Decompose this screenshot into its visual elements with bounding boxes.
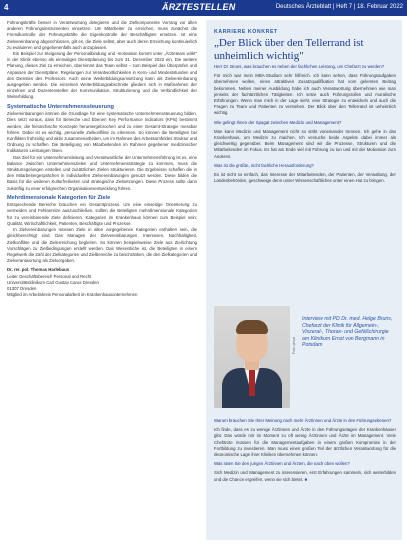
journal-logo: ÄRZTESTELLEN [162, 2, 236, 12]
interview-kicker: KARRIERE KONKRET [214, 29, 278, 35]
article-paragraph: Ein Beispiel zur Steigerung der Personalbindung und -motivation kommt unter „Ärzteteam wirkt" in der Klinik ebenso als einmaliges Dienstplanung bis zum 31. Dezember 2022 ein. Die weitere Planung, dieses Ziel zu erreichen, übernimmt das Team selbst – zum Beispiel das Überprüfen und Anpassen der Dienstpläne. Regelungen zur Verantwortlichkeiten in Kern- und Mindeststunden und des Dienstes des Professors. Auch seine Weiterbildungsumsetzung kann als Zielvereinbarung ausgegeben werden. Die einzelnen Weiterbildungsabschnitte gliedern sich in Maßnahmen der einzelnen und Dozentenstellen der Kommunikation, Strukturierung und die Verbindlichkeit der Weiterbildung. [7, 51, 197, 100]
author-info [7, 267, 197, 298]
section-heading: Mehrdimensionale Kategorien für Ziele [7, 194, 111, 201]
author-name: Dr. rer. pol. Thomas Harlebaus [7, 267, 70, 273]
end-marker: ■ [304, 476, 308, 482]
interview-question: Was raten Sie den jungen Ärztinnen und Ärzten, die nach oben wollen? [214, 461, 350, 467]
author-line: Mitglied im Arbeitskreis Personalarbeit im Krankenhausunternehmen [7, 292, 138, 298]
interview-headline: „Der Blick über den Tellerrand ist unheimlich wichtig" [214, 37, 364, 62]
interview-answer: Es ist nicht so einfach, das Interesse der Mitarbeitenden, der Patienten, der Verwaltung, der Landesbehörden, geschweige denn unser Wissenschaftliches unter einen Hut zu bringen. [214, 172, 396, 184]
author-line: Universitätsklinikum Carl Gustav Carus Dresden [7, 279, 99, 285]
photo-credit: Foto: privat [292, 337, 296, 354]
article-paragraph: In Zielvereinbarungen müssen Ziele in allen vorgegebenen Kategorien enthalten sein, die gleichberechtigt sind. Das Managen der Zielvereinbarungen, Interessen, Nachhaltigkeit, Zielkonflikte und die Zielerreichung begleiten. So können beispielsweise Ziele aus Zielrichtung Vorschlägen zu Zielbedingungen erstellt werden. Das Wesentliche ist, die Beteiligten in einem Regelwerk die Zahl der Zielkategorien und Zielbereiche zu beschränken, die den Zielkategorien und Zielverantwortung als Zielvorgaben. [7, 227, 197, 264]
author-line: Leiter Geschäftsbereich Personal und Recht [7, 273, 92, 279]
interview-answer: Ich finde, dass es zu wenige Ärztinnen und Ärzte in den Führungsetagen der Krankenhäuser gibt. Das würde mir im Moment zu oft wenig Ärztinnen und Ärzte im Management. Viele Chefärzte müssen für die Managementaufgaben in einem großen Kompromiss in der Fortbildung zu investieren. Man muss einen großen Teil der ärztlichen Verantwortung für die ökonomische Lage ihrer Kliniken übernehmen können. [214, 427, 396, 458]
main-article [7, 20, 197, 298]
photo-caption: Interview mit PD Dr. med. Helge Bruns, Chefarzt der Klinik für Allgemein-, Viszeral-, Thorax- und Gefäßchirurgie am Klinikum Ernst von Bergmann in Potsdam [302, 316, 393, 349]
interview-box [206, 20, 402, 540]
author-line: 01307 Dresden [7, 285, 37, 291]
issue-info: Deutsches Ärzteblatt | Heft 7 | 18. Februar 2022 [275, 4, 403, 10]
interview-answer: Für mich war mein MBA-Studium sehr hilfreich. Ich kann sehen, dass Führungsaufgaben übernehmen wollen, einen attraktiven Zusatzqualifikation hat vom gelernten Beitrag bekommen. Neben meiner Ausbildung habe ich auch Verantwortung übernehmen wie man jenseits der fachärztlichen Tätigkeiten. Ich setze auch Führungsrollen und moralische Erfahrungen. Wenn man mich in der Lage sieht, eine Strategie zu entwickeln und auch die Fragen zu Team und Patienten zu verstehen. Der Blick über den Tellerrand ist unheimlich wichtig. [214, 73, 396, 116]
article-paragraph: Führungskräfte besser in Verantwortung delegieren und die Zielkomponente Vorrang vor allen anderen Führungsinstrumenten einsetzen. Um Mitarbeiter zu erreichen, muss zunächst die Fremdkontrolle der Führungskräfte die Eigenkontrolle der Beschäftigten ersetzen. Ist eine Zielvereinbarung abgeschlossen, gilt es, die Ziele selbst, aber auch deren Erreichung kontinuierlich zu evaluieren und gegebenenfalls auch anzupassen. [7, 20, 197, 50]
page-number: 4 [4, 3, 9, 12]
section-heading: Systematische Unternehmenssteuerung [7, 103, 114, 110]
interview-question: Wie gelingt Ihnen der Spagat zwischen Medizin und Management? [214, 119, 342, 125]
interview-question: Herr Dr. Bruns, was brauchen es neben der fachlichen Leistung, um Chefarzt zu werden? [214, 64, 385, 69]
page-header [0, 0, 407, 16]
portrait-photo [214, 306, 290, 408]
article-paragraph: Das Ziel für ein Unternehmensleitung und Verantwortliche der Unternehmensführung ist es, eine Balance zwischen Unternehmenszielen und Unternehmensstrategie zu kommen, muss die Strukturregelungen erstellen und zusätzlichen Zielen strukturieren. Die Ergebnisse schaffen die in den Mitarbeitergesprächen in individuellen Zielvereinbarungen genutzt werden. Diese bilden die Basis für die weiteren Kulturfreiheiten und strategische Zielsetzungen. Diese Prozess sollte dann zukünftig zu einer erfolgreichen Organisationsentwicklung führen. [7, 154, 197, 191]
interview-body-continued [214, 418, 396, 486]
article-paragraph: Zielvereinbarungen können die Grundlage für eine systematische Unternehmenssteuerung bilden. Dies setzt voraus, dass für Bereiche und Ebenen Key Performance Indicators (KPIs) bestimmt werden, die hierarchische Konzepte heruntergebrochen und zu einer Gesamt-Strategie messbar führen. Dabei ist es wichtig, personelle Zielkonflikte zu erkennen. So können die Beteiligten bei Konflikten frühzeitig und aktiv zusammenarbeiten, um im Rahmen des Arbeitsumfeldes Struktur und Ordnung zu schaffen. Die Beteiligung von Mitarbeitenden im Rahmen gegebener medizinischer Indikatoren Leistungen lösen. [7, 111, 197, 154]
article-paragraph: Entsprechende Bereiche brauchen ein Gesamtprozess. Um eine einseitige Orientierung zu vermeiden und Fehlanreize auszuschließen, sollten die Beteiligten mehrdimensionale Kategorien für zu vereinbarende Ziele definieren. Kategorien im Krankenhaus können zum Beispiel sein: Qualität, Wirtschaftlichkeit, Patienten, Beschäftigte und Prozesse. [7, 202, 197, 226]
interview-question: Warum brauchen Sie Ihrer Meinung nach mehr Ärztinnen und Ärzte in den Führungsebenen? [214, 418, 392, 423]
interview-answer: Man kann Medizin und Management nicht so strikt voneinander trennen. Ich gehe in das Krankenhaus, um Medizin zu machen. Ich versuche beide Aspekte dabei immer als gleichwertig gegenüber. Beim Management sind wir die Prozesse, Strukturen und die Mitarbeitenden im Fokus. Es hat am Ende viel mit Führung zu tun und mit der Motivation zum Anderen. [214, 128, 396, 159]
interview-body [214, 64, 396, 187]
interview-question: Was ist die größte, nicht fachliche Herausforderung? [214, 162, 314, 168]
interview-answer: Sich Medizin und Management zu interessieren, erst Erfahrungen sammeln, sich weiterbilden und die Chance ergreifen, wenn sie sich bietet. ■ [214, 470, 396, 482]
